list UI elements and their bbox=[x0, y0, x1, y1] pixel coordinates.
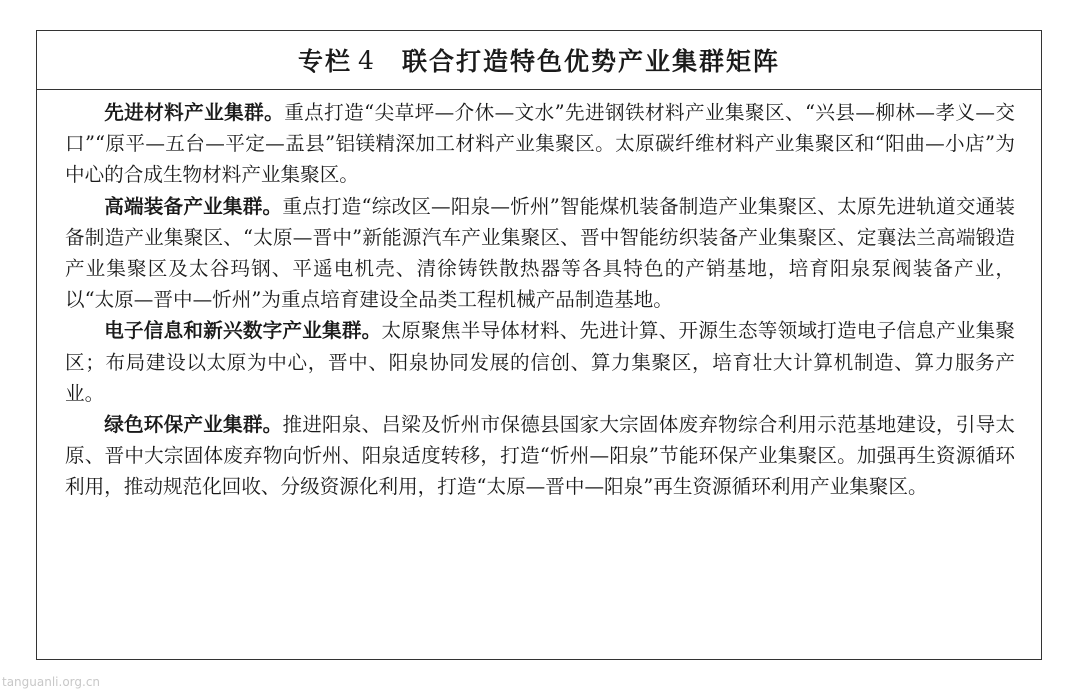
paragraph-heading: 先进材料产业集群。 bbox=[104, 101, 285, 124]
paragraph-advanced-materials bbox=[65, 97, 1015, 191]
watermark: tanguanli.org.cn bbox=[2, 675, 101, 689]
paragraph-heading: 电子信息和新兴数字产业集群。 bbox=[104, 319, 382, 343]
box-title bbox=[37, 31, 1041, 90]
paragraph-text: 重点打造“综改区—阳泉—忻州”智能煤机装备制造产业集聚区、太原先进轨道交通装备制造产业集聚区、“太原—晋中”新能源汽车产业集聚区、晋中智能纺织装备产业集聚区、定襄法兰高端锻造产业集聚区及太谷玛钢、平遥电机壳、清徐铸铁散热器等各具特色的产销基地，培育阳泉泵阀装备产业，以“太原—晋中—忻州”为重点培育建设全品类工程机械产品制造基地。 bbox=[65, 194, 1015, 312]
paragraph-green-environmental bbox=[65, 409, 1015, 503]
paragraph-heading: 绿色环保产业集群。 bbox=[104, 413, 283, 437]
paragraph-text: 重点打造“尖草坪—介休—文水”先进钢铁材料产业集聚区、“兴县—柳林—孝义—交口”“原平—五台—平定—盂县”铝镁精深加工材料产业集聚区。太原碳纤维材料产业集聚区和“阳曲—小店”为中心的合成生物材料产业集聚区。 bbox=[65, 101, 1015, 187]
box-title-number: 4 bbox=[358, 45, 376, 75]
feature-box bbox=[36, 30, 1042, 660]
box-title-prefix: 专栏 bbox=[298, 47, 353, 76]
paragraph-high-end-equipment bbox=[65, 191, 1015, 316]
box-content bbox=[37, 90, 1041, 503]
box-title-text: 联合打造特色优势产业集群矩阵 bbox=[401, 47, 780, 76]
paragraph-text: 推进阳泉、吕梁及忻州市保德县国家大宗固体废弃物综合利用示范基地建设，引导太原、晋中大宗固体废弃物向忻州、阳泉适度转移，打造“忻州—阳泉”节能环保产业集聚区。加强再生资源循环利用，推动规范化回收、分级资源化利用，打造“太原—晋中—阳泉”再生资源循环利用产业集聚区。 bbox=[65, 413, 1016, 499]
paragraph-heading: 高端装备产业集群。 bbox=[104, 194, 283, 218]
paragraph-electronic-information bbox=[65, 315, 1015, 409]
paragraph-text: 太原聚焦半导体材料、先进计算、开源生态等领域打造电子信息产业集聚区；布局建设以太原为中心，晋中、阳泉协同发展的信创、算力集聚区，培育壮大计算机制造、算力服务产业。 bbox=[65, 319, 1016, 405]
